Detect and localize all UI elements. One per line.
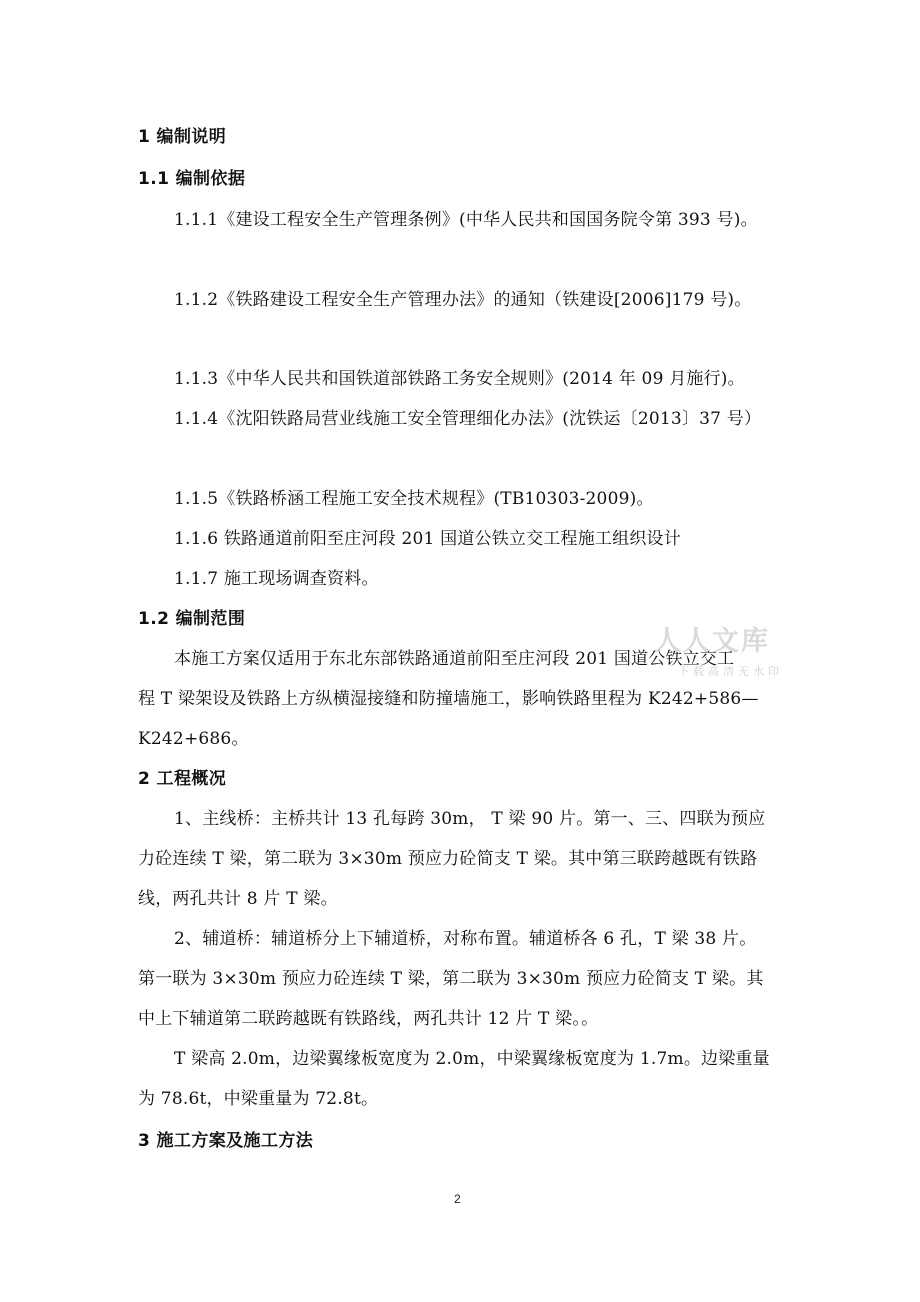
reference-1-1-6: 1.1.6 铁路通道前阳至庄河段 201 国道公铁立交工程施工组织设计: [174, 529, 681, 549]
scope-paragraph-line: 本施工方案仅适用于东北东部铁路通道前阳至庄河段 201 国道公铁立交工: [174, 649, 735, 669]
reference-1-1-5: 1.1.5《铁路桥涵工程施工安全技术规程》(TB10303-2009)。: [174, 489, 654, 509]
section-3-heading: 3 施工方案及施工方法: [138, 1131, 314, 1151]
section-1-2-heading: 1.2 编制范围: [138, 609, 246, 629]
watermark: [648, 619, 783, 689]
section-1-heading: 1 编制说明: [138, 127, 227, 147]
beam-spec-paragraph-line: T 梁高 2.0m，边梁翼缘板宽度为 2.0m，中梁翼缘板宽度为 1.7m。边梁重量: [174, 1049, 770, 1069]
main-bridge-paragraph-line: 线，两孔共计 8 片 T 梁。: [138, 889, 338, 909]
section-2-heading: 2 工程概况: [138, 769, 227, 789]
watermark-title: 人人文库: [654, 626, 770, 657]
page-number: 2: [454, 1192, 461, 1206]
scope-paragraph-line: K242+686。: [138, 729, 249, 749]
watermark-subtitle: 下载高清无水印: [678, 665, 783, 678]
reference-1-1-7: 1.1.7 施工现场调查资料。: [174, 569, 379, 589]
reference-1-1-4: 1.1.4《沈阳铁路局营业线施工安全管理细化办法》(沈铁运〔2013〕37 号）: [174, 409, 762, 429]
reference-1-1-1: 1.1.1《建设工程安全生产管理条例》(中华人民共和国国务院令第 393 号)。: [174, 210, 758, 230]
scope-paragraph-line: 程 T 梁架设及铁路上方纵横湿接缝和防撞墙施工，影响铁路里程为 K242+586—: [138, 689, 759, 709]
beam-spec-paragraph-line: 为 78.6t，中梁重量为 72.8t。: [138, 1089, 379, 1109]
auxiliary-bridge-paragraph-line: 中上下辅道第二联跨越既有铁路线，两孔共计 12 片 T 梁。。: [138, 1009, 599, 1029]
auxiliary-bridge-paragraph-line: 第一联为 3×30m 预应力砼连续 T 梁，第二联为 3×30m 预应力砼简支 T 梁。其: [138, 969, 764, 989]
main-bridge-paragraph-line: 力砼连续 T 梁，第二联为 3×30m 预应力砼简支 T 梁。其中第三联跨越既有铁路: [138, 849, 758, 869]
section-1-1-heading: 1.1 编制依据: [138, 169, 246, 189]
reference-1-1-3: 1.1.3《中华人民共和国铁道部铁路工务安全规则》(2014 年 09 月施行)。: [174, 369, 745, 389]
reference-1-1-2: 1.1.2《铁路建设工程安全生产管理办法》的通知（铁建设[2006]179 号)。: [174, 290, 752, 310]
main-bridge-paragraph-line: 1、主线桥：主桥共计 13 孔每跨 30m， T 梁 90 片。第一、三、四联为预应: [174, 809, 766, 829]
auxiliary-bridge-paragraph-line: 2、辅道桥：辅道桥分上下辅道桥，对称布置。辅道桥各 6 孔，T 梁 38 片。: [174, 929, 757, 949]
